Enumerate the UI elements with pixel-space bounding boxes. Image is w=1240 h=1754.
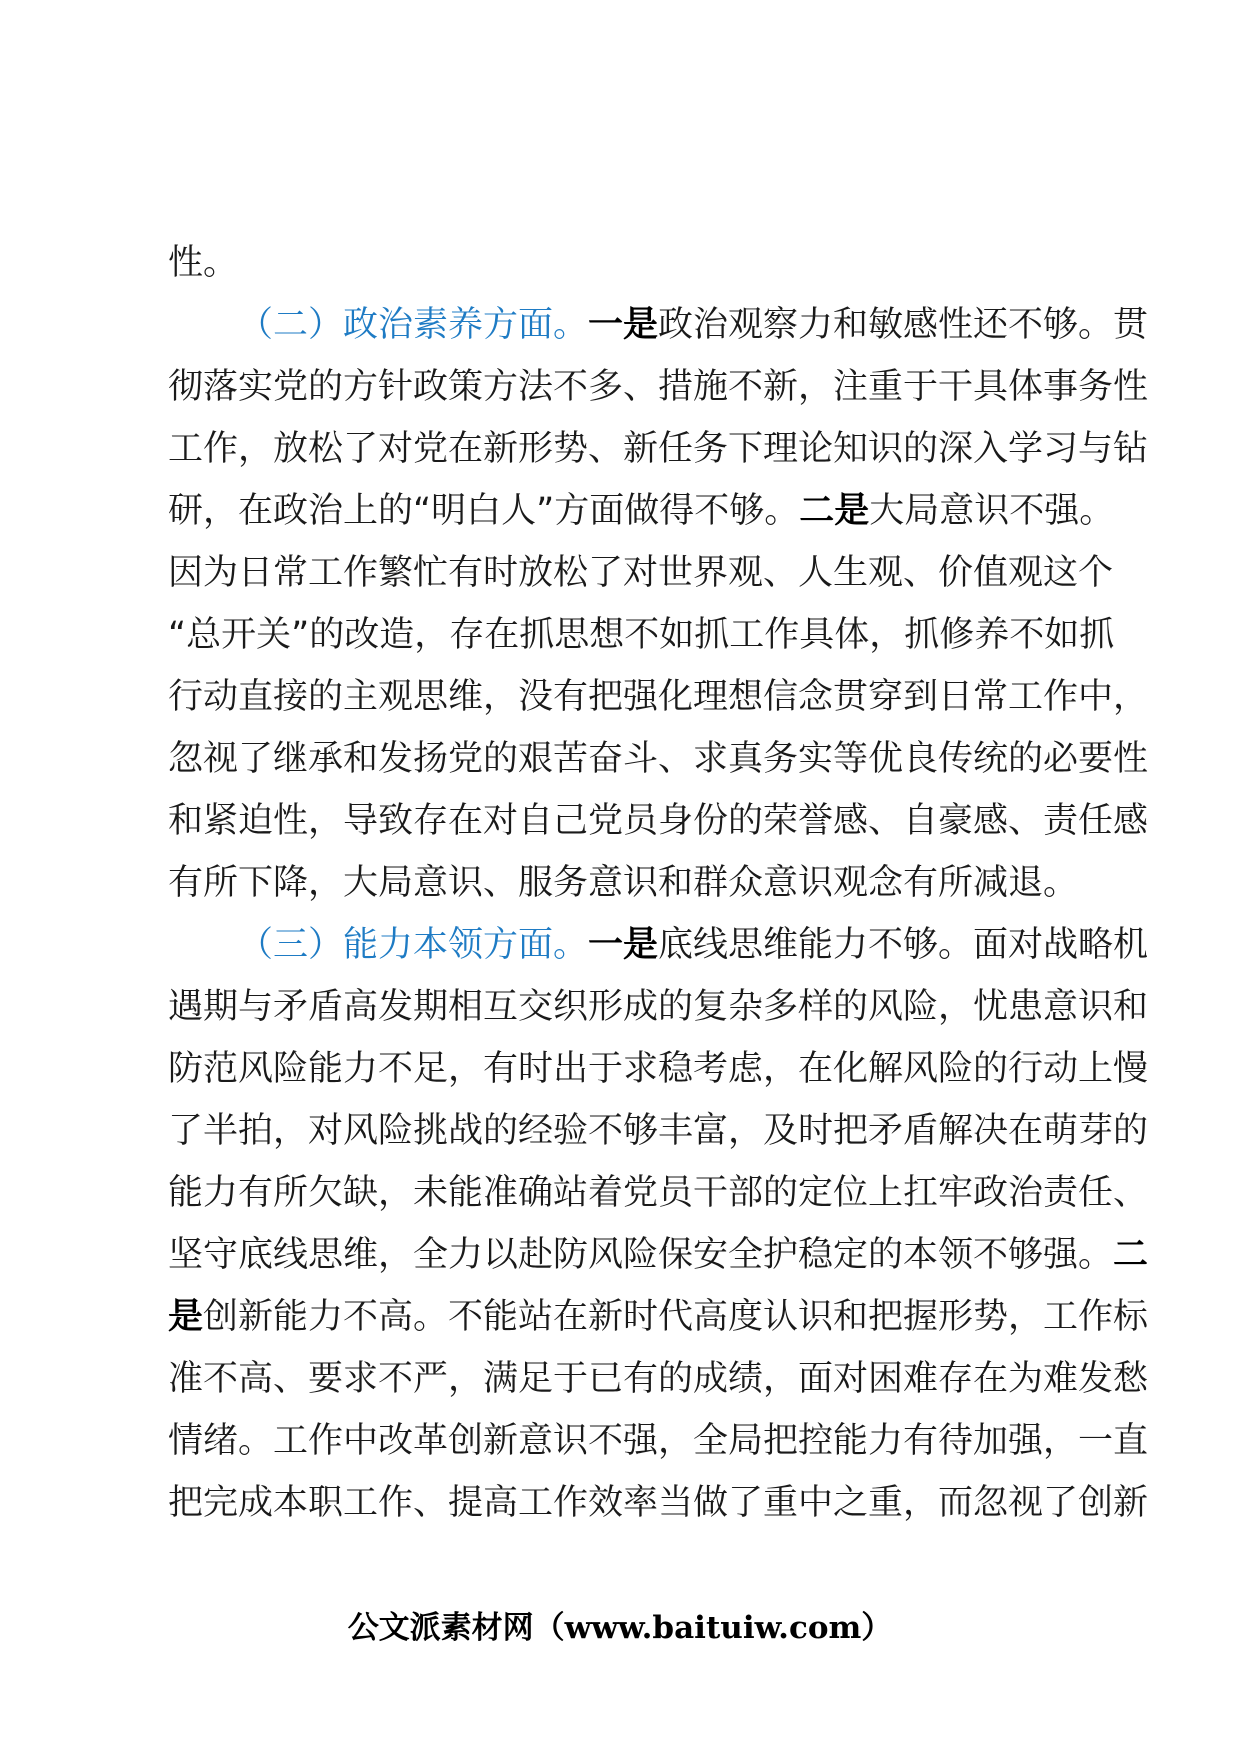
line-text: 准不高、要求不严，满足于已有的成绩，面对困难存在为难发愁 <box>168 1359 1149 1399</box>
section-heading-line <box>168 294 1149 356</box>
document-body <box>168 232 1149 1534</box>
line-text: 研，在政治上的“明白人”方面做得不够。 <box>168 491 800 531</box>
line-text: 遇期与矛盾高发期相互交织形成的复杂多样的风险，忧患意识和 <box>168 987 1149 1027</box>
paragraph-line <box>168 418 1149 480</box>
line-text: 创新能力不高。不能站在新时代高度认识和把握形势，工作标 <box>203 1297 1149 1337</box>
line-text: 彻落实党的方针政策方法不多、措施不新，注重于干具体事务性 <box>168 367 1149 407</box>
line-text: 能力有所欠缺，未能准确站着党员干部的定位上扛牢政治责任、 <box>168 1173 1149 1213</box>
line-text: 情绪。工作中改革创新意识不强，全局把控能力有待加强，一直 <box>168 1421 1149 1461</box>
paragraph-line <box>168 1100 1149 1162</box>
paragraph-line <box>168 1038 1149 1100</box>
paragraph-line <box>168 480 1115 542</box>
line-text: 政治观察力和敏感性还不够。贯 <box>658 305 1149 345</box>
line-text: 坚守底线思维，全力以赴防风险保安全护稳定的本领不够强。 <box>168 1235 1114 1275</box>
paragraph-line <box>168 666 1149 728</box>
line-text: “总开关”的改造，存在抓思想不如抓工作具体，抓修养不如抓 <box>168 615 1115 655</box>
emphasis-second: 二是 <box>799 491 870 531</box>
line-text: 把完成本职工作、提高工作效率当做了重中之重，而忽视了创新 <box>168 1483 1149 1523</box>
paragraph-line <box>168 356 1149 418</box>
section-heading-line <box>168 914 1149 976</box>
emphasis-second-part2: 是 <box>168 1297 204 1337</box>
paragraph-line <box>168 604 1115 666</box>
line-text: 大局意识不强。 <box>869 491 1115 531</box>
emphasis-second-part1: 二 <box>1113 1235 1149 1275</box>
line-text: 了半拍，对风险挑战的经验不够丰富，及时把矛盾解决在萌芽的 <box>168 1111 1149 1151</box>
paragraph-line <box>168 728 1149 790</box>
emphasis-first: 一是 <box>588 925 659 965</box>
paragraph-line <box>168 1224 1149 1286</box>
line-text: 有所下降，大局意识、服务意识和群众意识观念有所减退。 <box>168 863 1079 903</box>
paragraph-line <box>168 1410 1149 1472</box>
emphasis-first: 一是 <box>588 305 659 345</box>
line-text: 和紧迫性，导致存在对自己党员身份的荣誉感、自豪感、责任感 <box>168 801 1149 841</box>
paragraph-line <box>168 1286 1149 1348</box>
paragraph-line <box>168 232 1100 294</box>
line-text: 行动直接的主观思维，没有把强化理想信念贯穿到日常工作中， <box>168 677 1149 717</box>
line-text: 因为日常工作繁忙有时放松了对世界观、人生观、价值观这个 <box>168 553 1114 593</box>
line-text: 工作，放松了对党在新形势、新任务下理论知识的深入学习与钻 <box>168 429 1149 469</box>
footer-watermark: 公文派素材网（www.baituiw.com） <box>347 1610 893 1646</box>
line-text: 底线思维能力不够。面对战略机 <box>658 925 1149 965</box>
paragraph-line <box>168 542 1114 604</box>
paragraph-line <box>168 790 1149 852</box>
paragraph-line <box>168 852 1100 914</box>
line-text: 性。 <box>168 243 239 283</box>
paragraph-line <box>168 1162 1149 1224</box>
line-text: 防范风险能力不足，有时出于求稳考虑，在化解风险的行动上慢 <box>168 1049 1149 1089</box>
section-heading-3: （三）能力本领方面。 <box>238 925 589 965</box>
paragraph-line <box>168 1472 1149 1534</box>
section-heading-2: （二）政治素养方面。 <box>238 305 589 345</box>
paragraph-line <box>168 1348 1149 1410</box>
paragraph-line <box>168 976 1149 1038</box>
line-text: 忽视了继承和发扬党的艰苦奋斗、求真务实等优良传统的必要性 <box>168 739 1149 779</box>
